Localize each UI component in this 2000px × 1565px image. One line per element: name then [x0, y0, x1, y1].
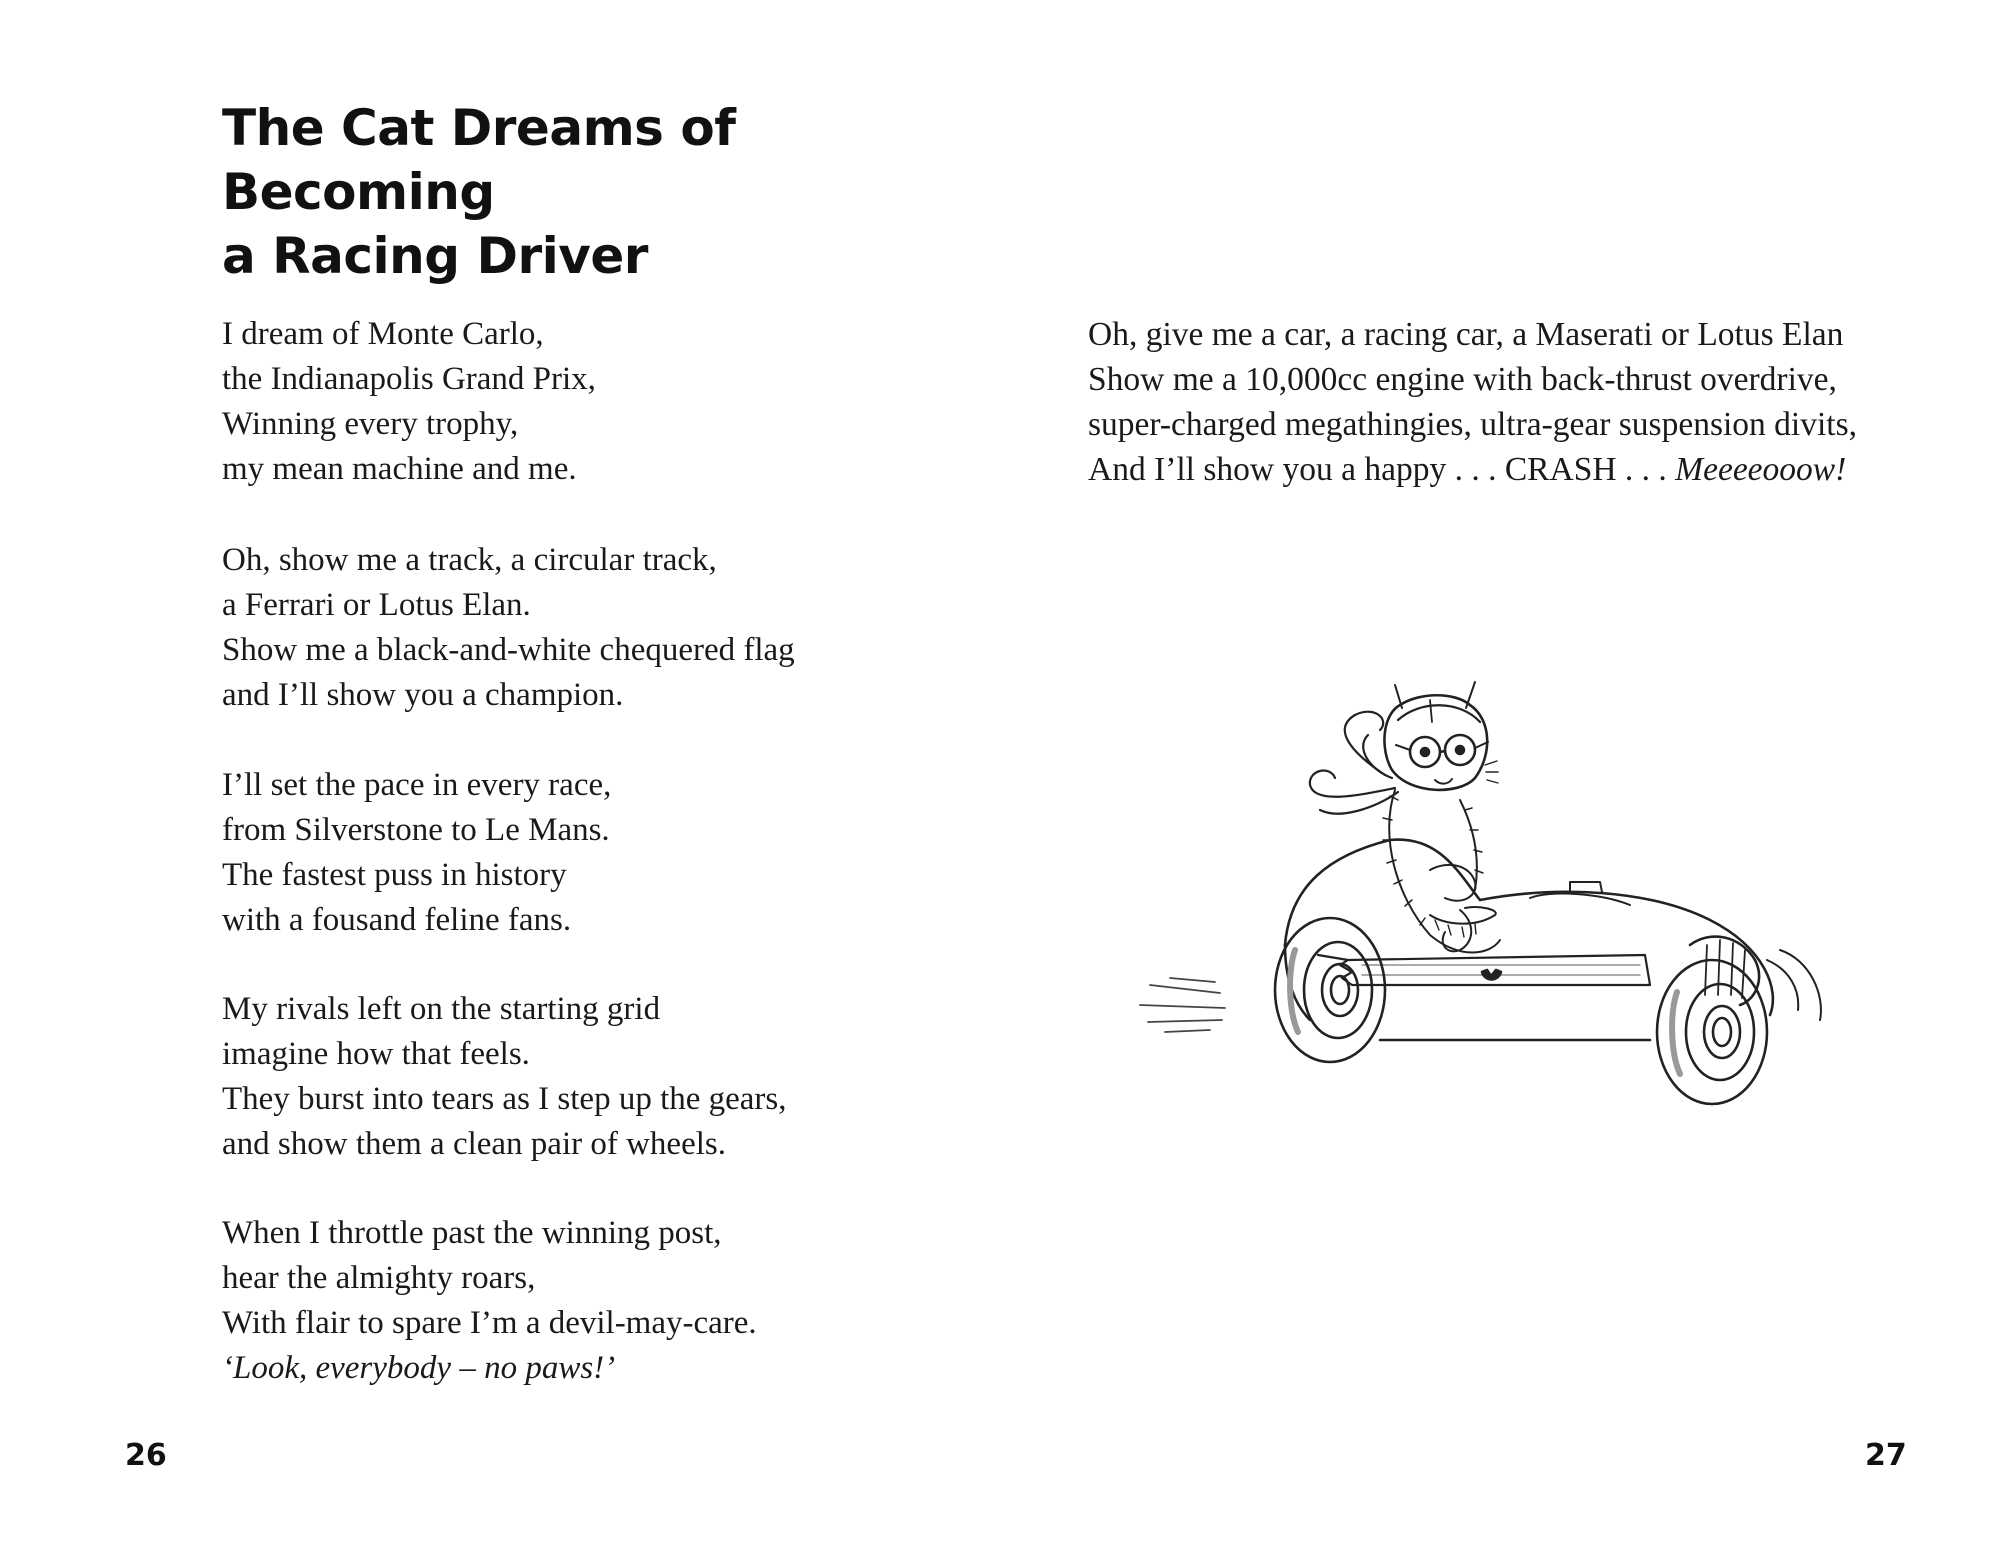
poem-line: my mean machine and me.	[222, 451, 577, 487]
poem-line: I dream of Monte Carlo,	[222, 316, 544, 352]
poem-line: and show them a clean pair of wheels.	[222, 1126, 726, 1162]
poem-line: I’ll set the pace in every race,	[222, 767, 612, 803]
poem-line: hear the almighty roars,	[222, 1260, 536, 1296]
poem-line: super-charged megathingies, ultra-gear suspension divits,	[1088, 406, 1858, 443]
poem-line: Show me a black-and-white chequered flag	[222, 632, 795, 668]
last-line-meow: Meeeeooow!	[1675, 451, 1847, 488]
stanza-1	[222, 312, 596, 492]
poem-line: imagine how that feels.	[222, 1036, 530, 1072]
stanza-3	[222, 763, 611, 943]
poem-line: When I throttle past the winning post,	[222, 1215, 722, 1251]
stanza-4	[222, 987, 787, 1167]
cat-racing-car-icon	[1130, 660, 1890, 1130]
poem-line: a Ferrari or Lotus Elan.	[222, 587, 531, 623]
rear-wheel-icon	[1275, 918, 1385, 1062]
title-line-2: a Racing Driver	[222, 227, 648, 285]
poem-title	[222, 96, 1000, 288]
poem-line: with a fousand feline fans.	[222, 902, 572, 938]
poem-line: They burst into tears as I step up the gears,	[222, 1081, 787, 1117]
poem-line: the Indianapolis Grand Prix,	[222, 361, 596, 397]
poem-line: Show me a 10,000cc engine with back-thrust overdrive,	[1088, 361, 1837, 398]
poem-line: With flair to spare I’m a devil-may-care.	[222, 1305, 757, 1341]
stanza-2	[222, 538, 795, 718]
poem-line: Winning every trophy,	[222, 406, 519, 442]
page-number-right: 27	[1865, 1438, 1907, 1473]
page-number-left: 26	[125, 1438, 167, 1473]
title-line-1: The Cat Dreams of Becoming	[222, 99, 736, 221]
poem-line: The fastest puss in history	[222, 857, 567, 893]
poem-line: ‘Look, everybody – no paws!’	[222, 1350, 616, 1386]
poem-line: Oh, give me a car, a racing car, a Maserati or Lotus Elan	[1088, 316, 1844, 353]
poem-line: Oh, show me a track, a circular track,	[222, 542, 717, 578]
stanza-5	[222, 1211, 757, 1391]
cat-head-icon	[1384, 682, 1498, 790]
right-page	[1000, 0, 2000, 1565]
poem-line-last	[1088, 447, 1857, 492]
cat-body-icon	[1383, 790, 1500, 953]
poem-line: and I’ll show you a champion.	[222, 677, 624, 713]
racing-car-body-icon	[1285, 840, 1773, 1040]
stanza-6	[1088, 312, 1857, 492]
front-wheel-icon	[1657, 950, 1821, 1104]
poem-line: from Silverstone to Le Mans.	[222, 812, 610, 848]
poem-line: My rivals left on the starting grid	[222, 991, 661, 1027]
speed-lines-icon	[1140, 978, 1225, 1032]
last-line-start: And I’ll show you a happy . . . CRASH . . .	[1088, 451, 1676, 488]
